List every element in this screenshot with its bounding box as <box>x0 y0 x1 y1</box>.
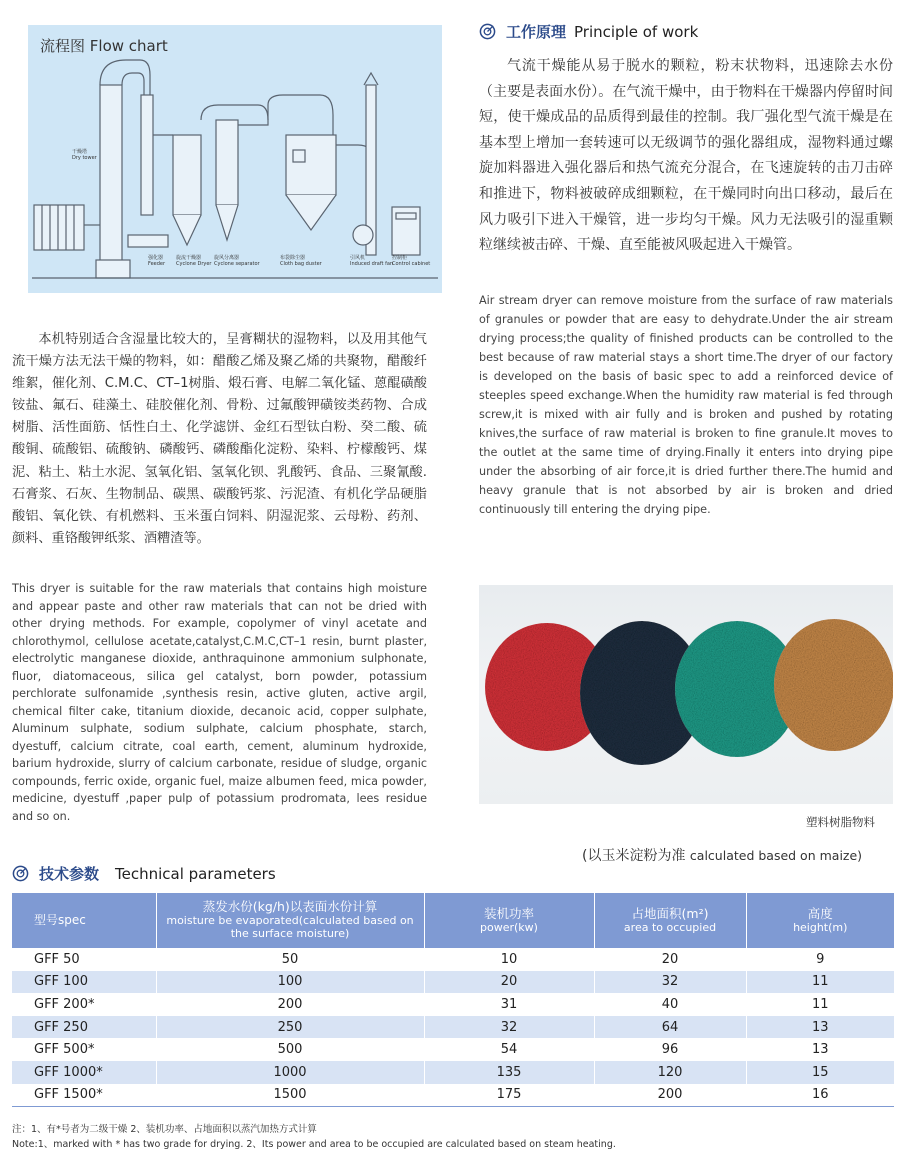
header-moisture: 蒸发水份(kg/h)以表面水份计算 moisture be evaporated(calculated based on the surface moisture) <box>156 893 424 948</box>
footnote-en: Note:1、marked with * has two grade for drying. 2、Its power and area to be occupied are calculated based on steam heating. <box>12 1139 616 1150</box>
table-row: GFF 200* 200 31 40 11 <box>12 993 894 1016</box>
tech-title-en: Technical parameters <box>115 864 276 883</box>
label-cloth-bag-duster: 布袋除尘器 Cloth bag duster <box>280 255 322 267</box>
principle-text-cn: 气流干燥能从易于脱水的颗粒，粉末状物料，迅速除去水份（主要是表面水份）。在气流干燥中，由于物料在干燥器内停留时间短，使干燥成品的品质得到最佳的控制。我厂强化型气流干燥是在基本型上增加一套转速可以无级调节的强化器组成，湿物料通过螺旋加料器进入强化器后和热气流充分混合，在飞速旋转的击刀击碎和推进下，物料被破碎成细颗粒，在干燥同时向出口移动，最后在风力吸引下进入干燥管，进一步均匀干燥。风力无法吸引的湿重颗粒继续被击碎、干燥、直至能被风吸起进入干燥管。 <box>479 58 893 254</box>
tech-params-table <box>12 893 894 1107</box>
flow-chart-title: 流程图 Flow chart <box>40 37 168 55</box>
header-power: 装机功率 power(kw) <box>424 893 594 948</box>
table-row: GFF 500* 500 54 96 13 <box>12 1038 894 1061</box>
principle-title-cn: 工作原理 <box>506 23 567 41</box>
label-draft-fan: 引风机 Induced draft fan <box>350 255 394 267</box>
table-row: GFF 100 100 20 32 11 <box>12 971 894 994</box>
resin-material-photo <box>479 585 893 804</box>
maize-note: (以玉米淀粉为准 calculated based on maize) <box>582 848 863 864</box>
tan-powder-pile <box>774 619 893 751</box>
photo-caption: 塑料树脂物料 <box>806 815 875 829</box>
target-icon <box>12 865 29 882</box>
label-cyclone-separator: 旋风分离器 Cyclone separator <box>214 255 260 267</box>
flow-chart-panel <box>28 25 442 293</box>
tech-title-cn: 技术参数 <box>39 865 100 883</box>
label-feeder: 强化器 Feeder <box>148 255 166 267</box>
description-text-cn: 本机特别适合含湿量比较大的，呈膏糊状的湿物料，以及用其他气流干燥方法无法干燥的物料，如：醋酸乙烯及聚乙烯的共聚物，醋酸纤维絮，催化剂、C.M.C、CT–1树脂、煅石膏、电解二氧化锰、蒽醌磺酸铵盐、氟石、硅藻土、硅胶催化剂、骨粉、过氟酸钾磺铵类药物、合成树脂、活性面筋、恬性白土、化学滤饼、金红石型钛白粉、癸二酸、硫酸铜、硫酸铝、硫酸钠、磷酸钙、磷酸酯化淀粉、染料、柠檬酸钙、煤泥、粘土、粘土水泥、氢氧化铝、氢氧化钡、乳酸钙、食品、三聚氰酸.石膏浆、石灰、生物制品、碳黑、碳酸钙浆、污泥渣、有机化学品硬脂酸铝、氧化铁、有机燃料、玉米蛋白饲料、阴湿泥浆、云母粉、药剂、颜料、重铬酸钾纸浆、酒糟渣等。 <box>12 332 427 546</box>
tech-heading <box>12 863 276 884</box>
description-text-en: This dryer is suitable for the raw materials that contains high moisture and appear paste and other raw materials that can not be dried with other drying methods. For example, copolymer of vinyl acetate and chlorothymol, cellulose acetate,catalyst,C.M.C,CT–1 resin, burnt plaster, electrolytic manganese dioxide, anthraquinone ammonium sulphonate, fluor, diatomaceous, silica gel catalyst, born powder, potassium perchlorate sulfonamide ,synthesis resin, active gluten, active argil, chemical filter cake, titanium dioxide, decanoic acid, copper sulphate, Aluminum sulphate, sodium sulphate, calcium phosphate, starch, dyestuff, calcium citrate, coal earth, cement, aluminum hydroxide, barium hydroxide, slurry of calcium carbonate, residue of sludge, organic compounds, ferric oxide, organic fuel, maize albumen feed, mica powder, medicine, dyestuff ,paper pulp of potassium prodromata, lees residue and so on. <box>12 582 427 823</box>
table-row: GFF 1000* 1000 135 120 15 <box>12 1061 894 1084</box>
table-row: GFF 1500* 1500 175 200 16 <box>12 1084 894 1107</box>
label-dry-tower: 干燥塔 Dry tower <box>72 149 97 161</box>
principle-text-en: Air stream dryer can remove moisture from the surface of raw materials of granules or powder that are easy to dehydrate.Under the air stream drying process;the quality of finished products can be controlled to the best because of raw material stays a short time.The dryer of our factory is developed on the basis of basic spec to add a reinforced device of steeples speed exchange.When the humidity raw material is fed through screw,it is mixed with air fully and is broken and pushed by rotating knives,the surface of raw material is broken to fine granule.It moves to the outlet at the same time of drying.Finally it enters into drying pipe under the absorbing of air force,it is dried further there.The humid and heavy granule that is not absorbed by air is broken and dried continuously till entering the drying pipe. <box>479 294 893 516</box>
table-header-row <box>12 893 894 948</box>
header-height: 高度 height(m) <box>746 893 894 948</box>
principle-heading <box>479 21 698 42</box>
header-spec: 型号spec <box>12 893 156 948</box>
footnote-cn: 注：1、有*号者为二级干燥 2、装机功率、占地面积以蒸汽加热方式计算 <box>12 1124 317 1135</box>
target-icon <box>479 23 496 40</box>
header-area: 占地面积(m²) area to occupied <box>594 893 746 948</box>
principle-title-en: Principle of work <box>574 22 699 41</box>
label-control-cabinet: 控制柜 Control cabinet <box>392 255 431 267</box>
label-cyclone-dryer: 旋流干燥器 Cyclone Dryer <box>176 255 212 267</box>
table-row: GFF 250 250 32 64 13 <box>12 1016 894 1039</box>
table-row: GFF 50 50 10 20 9 <box>12 948 894 971</box>
powder-piles-image <box>479 585 893 804</box>
